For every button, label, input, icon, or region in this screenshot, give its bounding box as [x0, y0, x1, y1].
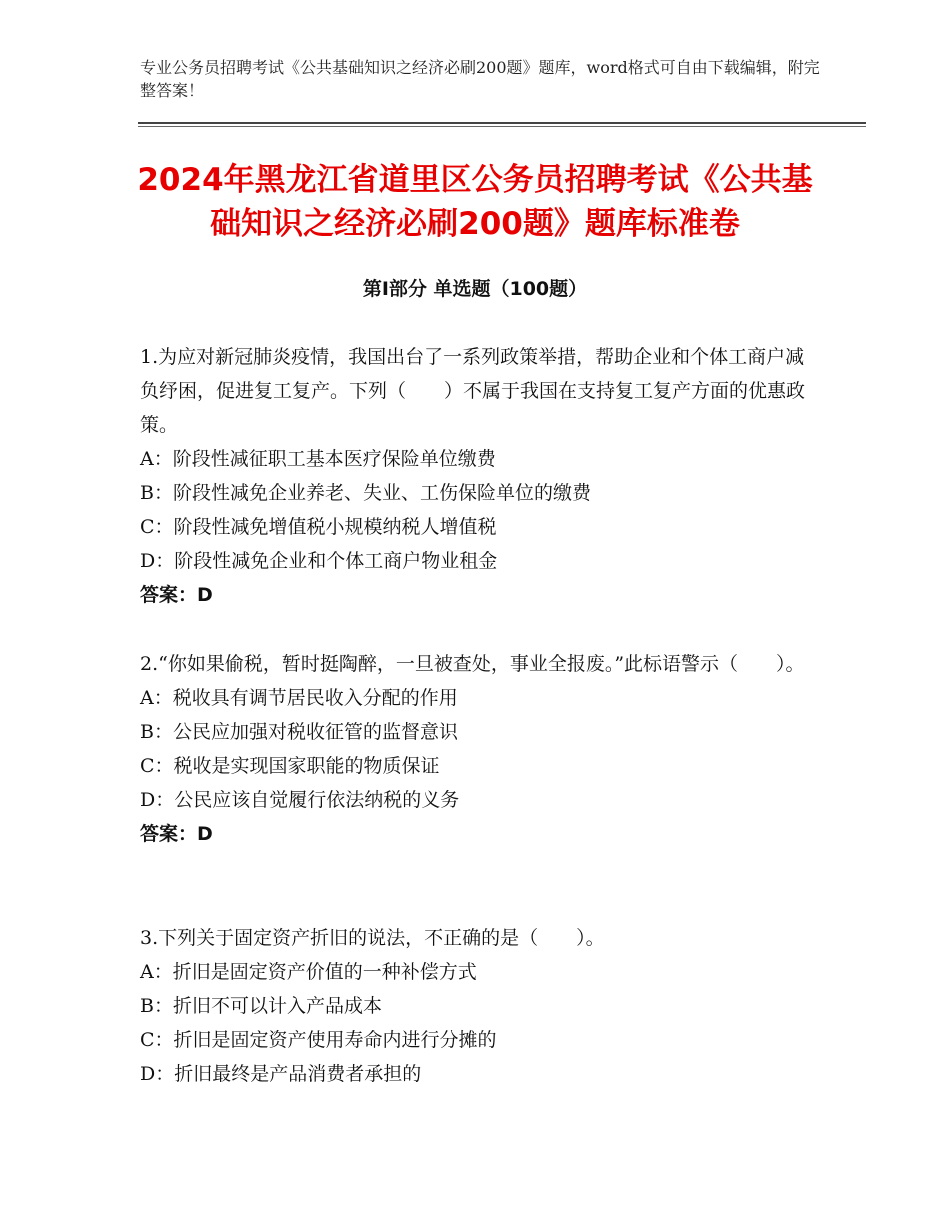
option-d: D：公民应该自觉履行依法纳税的义务 [140, 789, 460, 811]
header-note: 专业公务员招聘考试《公共基础知识之经济必刷200题》题库，word格式可自由下载编辑，附完整答案！ [140, 58, 820, 100]
option-b: B：折旧不可以计入产品成本 [140, 995, 382, 1017]
option-b: B：阶段性减免企业养老、失业、工伤保险单位的缴费 [140, 482, 591, 504]
header-rule-thin [138, 126, 866, 127]
option-d: D：阶段性减免企业和个体工商户物业租金 [140, 550, 498, 572]
answer: 答案：D [140, 584, 213, 606]
question-2 [140, 647, 810, 851]
option-a: A：税收具有调节居民收入分配的作用 [140, 687, 458, 709]
answer: 答案：D [140, 823, 213, 845]
option-d: D：折旧最终是产品消费者承担的 [140, 1063, 422, 1085]
question-1 [140, 340, 810, 612]
option-a: A：阶段性减征职工基本医疗保险单位缴费 [140, 448, 496, 470]
question-stem: 3.下列关于固定资产折旧的说法，不正确的是（ ）。 [140, 927, 605, 949]
header-rule [138, 122, 866, 124]
question-3 [140, 921, 810, 1091]
option-c: C：税收是实现国家职能的物质保证 [140, 755, 440, 777]
document-title: 2024年黑龙江省道里区公务员招聘考试《公共基础知识之经济必刷200题》题库标准卷 [137, 162, 813, 242]
question-stem: 1.为应对新冠肺炎疫情，我国出台了一系列政策举措，帮助企业和个体工商户减负纾困，促进复工复产。下列（ ）不属于我国在支持复工复产方面的优惠政策。 [140, 346, 806, 436]
section-title: 第Ⅰ部分 单选题（100题） [362, 278, 588, 300]
option-c: C：阶段性减免增值税小规模纳税人增值税 [140, 516, 497, 538]
option-b: B：公民应加强对税收征管的监督意识 [140, 721, 458, 743]
option-c: C：折旧是固定资产使用寿命内进行分摊的 [140, 1029, 497, 1051]
question-stem: 2.“你如果偷税，暂时挺陶醉，一旦被查处，事业全报废。”此标语警示（ ）。 [140, 653, 805, 675]
option-a: A：折旧是固定资产价值的一种补偿方式 [140, 961, 477, 983]
